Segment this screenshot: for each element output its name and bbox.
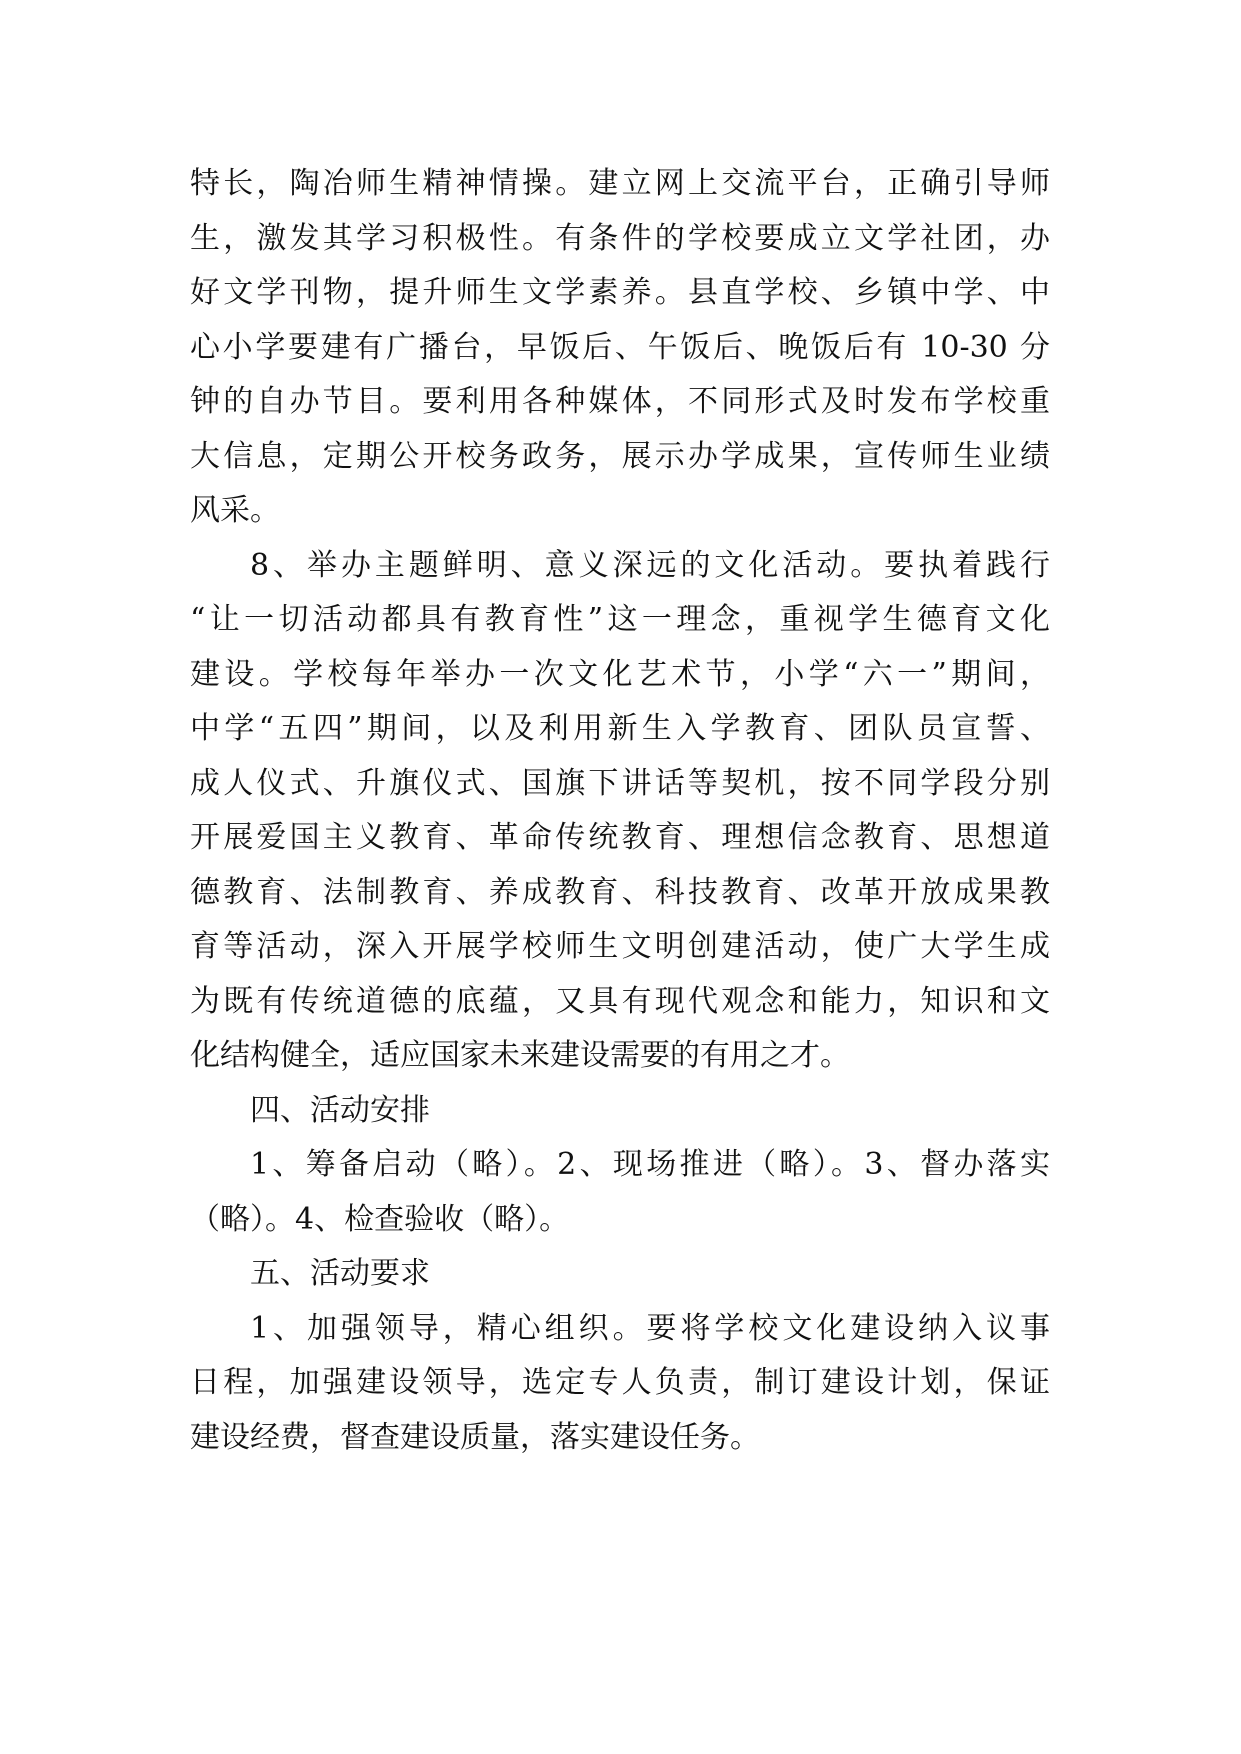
text-line: 生，激发其学习积极性。有条件的学校要成立文学社团，办: [190, 220, 1050, 256]
text-line: 大信息，定期公开校务政务，展示办学成果，宣传师生业绩: [190, 438, 1050, 474]
paragraph-requirement-1: [190, 1302, 1050, 1466]
document-body: [190, 157, 1050, 1465]
text-line: 8、举办主题鲜明、意义深远的文化活动。要执着践行: [250, 547, 1050, 583]
section-heading: 五、活动要求: [250, 1256, 430, 1291]
text-line: 开展爱国主义教育、革命传统教育、理想信念教育、思想道: [190, 820, 1050, 855]
section-heading-activity-requirements: [190, 1247, 1050, 1302]
section-heading: 四、活动安排: [250, 1092, 430, 1128]
text-line: 日程，加强建设领导，选定专人负责，制订建设计划，保证: [190, 1365, 1050, 1400]
text-line: 建设经费，督查建设质量，落实建设任务。: [190, 1419, 760, 1455]
text-line: 中学“五四”期间，以及利用新生入学教育、团队员宣誓、: [190, 711, 1050, 746]
text-line: 特长，陶冶师生精神情操。建立网上交流平台，正确引导师: [190, 166, 1050, 201]
section-heading-activity-schedule: [190, 1084, 1050, 1139]
text-line: 1、加强领导，精心组织。要将学校文化建设纳入议事: [250, 1310, 1050, 1346]
text-line: 建设。学校每年举办一次文化艺术节，小学“六一”期间，: [190, 656, 1050, 692]
paragraph-media-continued: [190, 157, 1050, 539]
text-line: 钟的自办节目。要利用各种媒体，不同形式及时发布学校重: [190, 384, 1050, 419]
text-line: 为既有传统道德的底蕴，又具有现代观念和能力，知识和文: [190, 983, 1050, 1019]
text-line: 化结构健全，适应国家未来建设需要的有用之才。: [190, 1038, 850, 1073]
paragraph-item-8: [190, 539, 1050, 1084]
text-line: 1、筹备启动（略）。2、现场推进（略）。3、督办落实: [250, 1147, 1050, 1182]
text-line: 好文学刊物，提升师生文学素养。县直学校、乡镇中学、中: [190, 275, 1050, 310]
text-line: 德教育、法制教育、养成教育、科技教育、改革开放成果教: [190, 874, 1050, 910]
text-line: 成人仪式、升旗仪式、国旗下讲话等契机，按不同学段分别: [190, 765, 1050, 801]
text-line: “让一切活动都具有教育性”这一理念，重视学生德育文化: [190, 602, 1050, 637]
text-line: 育等活动，深入开展学校师生文明创建活动，使广大学生成: [190, 929, 1050, 964]
text-line: 风采。: [190, 493, 280, 528]
text-line: 心小学要建有广播台，早饭后、午饭后、晚饭后有 10-30 分: [190, 329, 1050, 365]
text-line: （略）。4、检查验收（略）。: [190, 1201, 570, 1237]
paragraph-schedule: [190, 1138, 1050, 1247]
